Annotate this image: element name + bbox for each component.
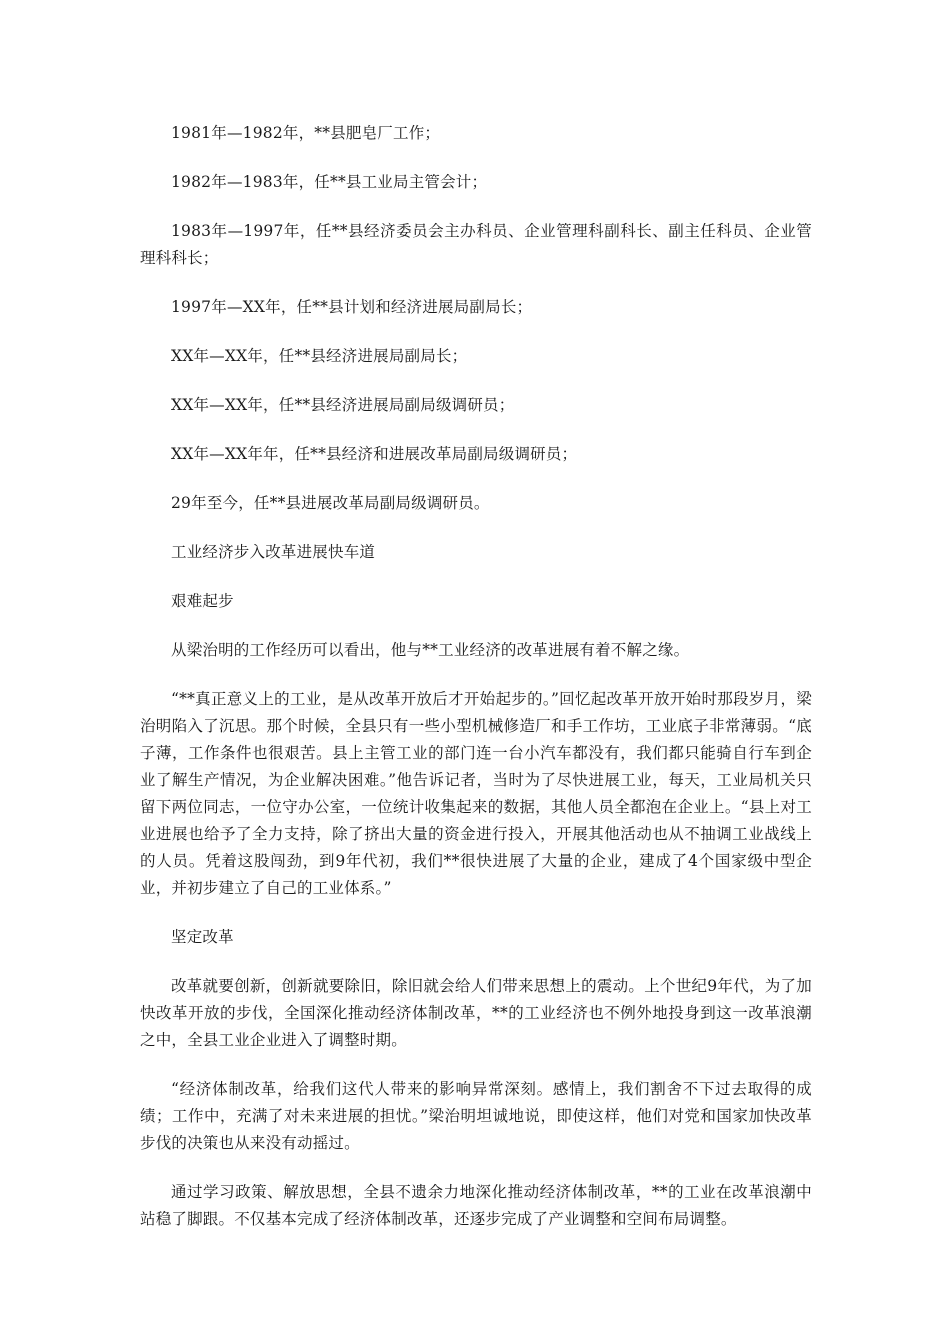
body-paragraph: “**真正意义上的工业，是从改革开放后才开始起步的。”回忆起改革开放开始时那段岁月，梁治明陷入了沉思。那个时候，全县只有一些小型机械修造厂和手工作坊，工业底子非常薄弱。“底子薄，工作条件也很艰苦。县上主管工业的部门连一台小汽车都没有，我们都只能骑自行车到企业了解生产情况，为企业解决困难。”他告诉记者，当时为了尽快进展工业，每天，工业局机关只留下两位同志，一位守办公室，一位统计收集起来的数据，其他人员全都泡在企业上。“县上对工业进展也给予了全力支持，除了挤出大量的资金进行投入，开展其他活动也从不抽调工业战线上的人员。凭着这股闯劲，到9年代初，我们**很快进展了大量的企业，建成了4个国家级中型企业，并初步建立了自己的工业体系。” [140,690,812,897]
body-paragraph: “经济体制改革，给我们这代人带来的影响异常深刻。感情上，我们割舍不下过去取得的成绩；工作中，充满了对未来进展的担忧。”梁治明坦诚地说，即使这样，他们对党和国家加快改革步伐的决策也从来没有动摇过。 [140,1080,812,1152]
subsection-heading-reform: 坚定改革 [171,928,234,946]
subsection-heading-start: 艰难起步 [171,592,234,610]
section-heading: 工业经济步入改革进展快车道 [171,543,376,561]
body-paragraph: 通过学习政策、解放思想，全县不遗余力地深化推动经济体制改革，**的工业在改革浪潮中站稳了脚跟。不仅基本完成了经济体制改革，还逐步完成了产业调整和空间布局调整。 [140,1183,812,1228]
body-paragraph: 改革就要创新，创新就要除旧，除旧就会给人们带来思想上的震动。上个世纪9年代，为了加快改革开放的步伐，全国深化推动经济体制改革，**的工业经济也不例外地投身到这一改革浪潮之中，全县工业企业进入了调整时期。 [140,977,812,1049]
career-item-current: 29年至今，任**县进展改革局副局级调研员。 [171,494,490,512]
career-item-1981: 1981年—1982年，**县肥皂厂工作； [171,124,441,142]
career-item-1997: 1997年—XX年，任**县计划和经济进展局副局长； [171,298,533,316]
career-item-xx-1: XX年—XX年，任**县经济进展局副局长； [171,347,468,365]
career-item-1983: 1983年—1997年，任**县经济委员会主办科员、企业管理科副科长、副主任科员、企业管理科科长； [140,222,812,267]
body-paragraph: 从梁治明的工作经历可以看出，他与**工业经济的改革进展有着不解之缘。 [171,641,690,659]
document-page [140,120,812,1255]
career-item-1982: 1982年—1983年，任**县工业局主管会计； [171,173,488,191]
career-item-xx-2: XX年—XX年，任**县经济进展局副局级调研员； [171,396,515,414]
career-item-xx-3: XX年—XX年年，任**县经济和进展改革局副局级调研员； [171,445,578,463]
